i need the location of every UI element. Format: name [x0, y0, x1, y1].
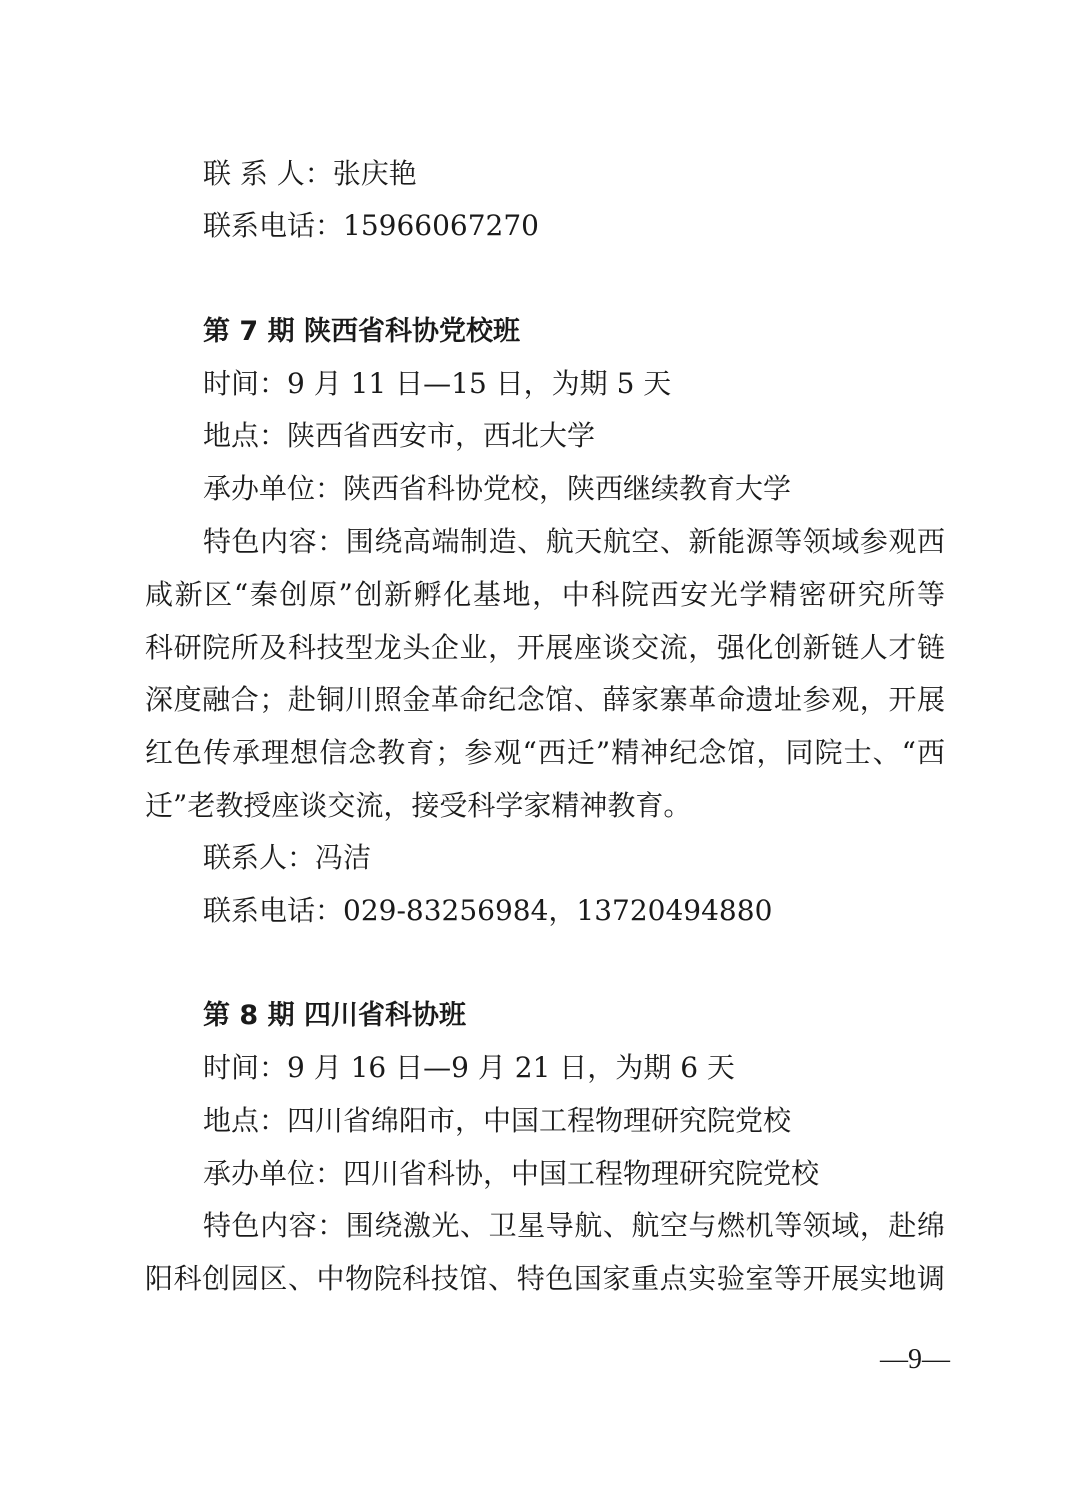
session-8-features-line: 特色内容：围绕激光、卫星导航、航空与燃机等领域，赴绵	[203, 1209, 945, 1242]
session-7-place: 地点：陕西省西安市，西北大学	[203, 419, 596, 452]
session-7-features-line: 咸新区“秦创原”创新孵化基地，中科院西安光学精密研究所等	[145, 578, 945, 611]
session-7-features-line: 特色内容：围绕高端制造、航天航空、新能源等领域参观西	[203, 525, 945, 558]
session-7-organizer: 承办单位：陕西省科协党校，陕西继续教育大学	[203, 472, 792, 505]
session-8-features-line: 阳科创园区、中物院科技馆、特色国家重点实验室等开展实地调	[145, 1262, 945, 1295]
session-7-contact-person: 联系人：冯洁	[203, 841, 372, 874]
contact-person-prev: 联 系 人：张庆艳	[203, 157, 417, 190]
session-7-features-line: 迁”老教授座谈交流，接受科学家精神教育。	[145, 789, 692, 822]
page-number: —9—	[880, 1344, 950, 1375]
session-7-contact-phone: 联系电话：029-83256984，13720494880	[203, 894, 773, 927]
session-7-features-line: 红色传承理想信念教育；参观“西迁”精神纪念馆，同院士、“西	[145, 736, 945, 769]
session-8-time: 时间：9 月 16 日—9 月 21 日，为期 6 天	[203, 1051, 735, 1084]
session-7-heading: 第 7 期 陕西省科协党校班	[203, 316, 520, 347]
session-7-time: 时间：9 月 11 日—15 日，为期 5 天	[203, 367, 672, 400]
session-8-organizer: 承办单位：四川省科协，中国工程物理研究院党校	[203, 1157, 820, 1190]
session-8-place: 地点：四川省绵阳市，中国工程物理研究院党校	[203, 1104, 792, 1137]
session-7-features-line: 深度融合；赴铜川照金革命纪念馆、薛家寨革命遗址参观，开展	[145, 683, 945, 716]
session-7-features-line: 科研院所及科技型龙头企业，开展座谈交流，强化创新链人才链	[145, 631, 945, 664]
session-8-heading: 第 8 期 四川省科协班	[203, 1000, 466, 1031]
contact-phone-prev: 联系电话：15966067270	[203, 209, 539, 242]
